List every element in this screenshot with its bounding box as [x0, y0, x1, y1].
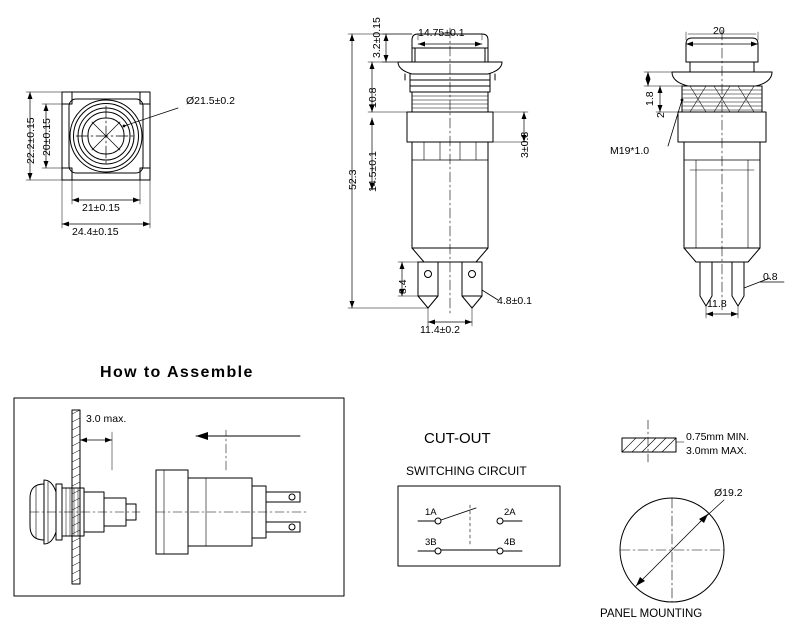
label-terminal-4-8: 4.8±0.1	[497, 295, 532, 307]
panel-mounting-group	[620, 498, 724, 602]
label-gap-3-max: 3.0 max.	[86, 413, 127, 425]
label-thread-m19: M19*1.0	[610, 145, 650, 157]
heading-cut-out: CUT-OUT	[424, 430, 491, 447]
label-hole-diameter: Ø19.2	[714, 487, 743, 499]
label-overall-52-3: 52.3	[347, 169, 359, 190]
label-dim-8-4: 8.4	[397, 279, 409, 294]
label-terminal-11-4: 11.4±0.2	[420, 324, 461, 336]
label-width-21: 21±0.15	[82, 202, 120, 214]
label-terminal-2a: 2A	[504, 507, 516, 518]
label-dim-2: 2	[655, 112, 667, 118]
label-bezel-diameter: Ø21.5±0.2	[186, 95, 235, 107]
label-dim-0-8: 0.8	[763, 271, 778, 283]
label-dim-14-5: 14.5±0.1	[367, 151, 379, 192]
label-panel-min: 0.75mm MIN.	[686, 431, 750, 443]
label-top-thickness: 3.2±0.15	[371, 17, 383, 58]
label-dim-10-8: 10.8	[367, 87, 379, 108]
label-terminal-3b: 3B	[425, 537, 437, 548]
panel-thickness-group	[622, 420, 684, 462]
label-dim-1-8: 1.8	[644, 91, 656, 106]
heading-how-to-assemble: How to Assemble	[100, 364, 254, 381]
assemble-box-group	[14, 398, 344, 596]
heading-panel-mounting: PANEL MOUNTING	[600, 608, 703, 620]
label-rear-width-20: 20	[713, 25, 725, 37]
switching-circuit-group	[398, 486, 560, 566]
label-dim-3: 3±0.3	[519, 131, 531, 158]
label-terminal-4b: 4B	[504, 537, 516, 548]
label-terminal-1a: 1A	[425, 507, 437, 518]
heading-switching-circuit: SWITCHING CIRCUIT	[406, 464, 527, 478]
label-panel-max: 3.0mm MAX.	[686, 445, 747, 457]
label-cap-width: 14.75±0.1	[418, 27, 465, 39]
label-width-24-4: 24.4±0.15	[72, 226, 119, 238]
label-height-22-2: 22.2±0.15	[25, 117, 37, 164]
label-height-20: 20±0.15	[41, 118, 53, 156]
label-dim-11-8: 11.8	[707, 298, 727, 310]
